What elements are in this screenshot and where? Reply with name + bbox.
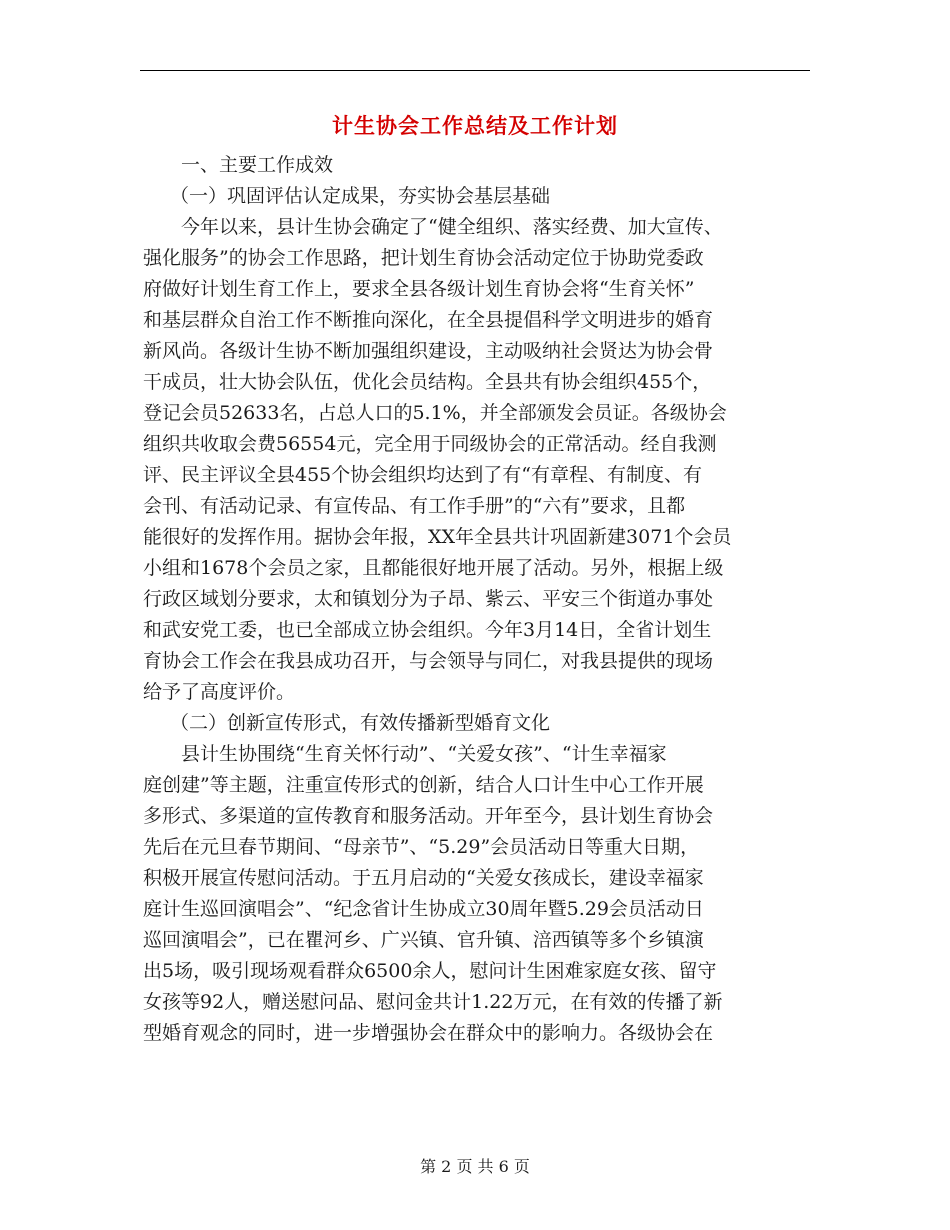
paragraph-line: 行政区域划分要求，太和镇划分为子昂、紫云、平安三个街道办事处 [143,588,714,610]
document-body [143,150,807,1049]
paragraph-line: 庭计生巡回演唱会”、“纪念省计生协成立30周年暨5.29会员活动日 [143,898,704,920]
paragraph-line: 评、民主评议全县455个协会组织均达到了有“有章程、有制度、有 [143,464,702,486]
paragraph-line: 多形式、多渠道的宣传教育和服务活动。开年至今，县计划生育协会 [143,805,714,827]
paragraph-line: 积极开展宣传慰问活动。于五月启动的“关爱女孩成长，建设幸福家 [143,867,704,889]
section-heading: 一、主要工作成效 [181,154,334,176]
paragraph-line: 强化服务”的协会工作思路，把计划生育协会活动定位于协助党委政 [143,247,704,269]
subsection-heading: （二）创新宣传形式，有效传播新型婚育文化 [170,712,551,734]
page-number: 第 2 页 共 6 页 [420,1157,530,1176]
paragraph-line: 和武安党工委，也已全部成立协会组织。今年3月14日，全省计划生 [143,619,712,641]
paragraph-line: 府做好计划生育工作上，要求全县各级计划生育协会将“生育关怀” [143,278,695,300]
paragraph-line: 会刊、有活动记录、有宣传品、有工作手册”的“六有”要求，且都 [143,495,686,517]
paragraph-line: 新风尚。各级计生协不断加强组织建设，主动吸纳社会贤达为协会骨 [143,340,714,362]
paragraph-line: 先后在元旦春节期间、“母亲节”、“5.29”会员活动日等重大日期， [143,836,700,858]
paragraph-line: 和基层群众自治工作不断推向深化，在全县提倡科学文明进步的婚育 [143,309,714,331]
document-title: 计生协会工作总结及工作计划 [332,113,618,138]
paragraph-line: 育协会工作会在我县成功召开，与会领导与同仁，对我县提供的现场 [143,650,714,672]
paragraph-line: 型婚育观念的同时，进一步增强协会在群众中的影响力。各级协会在 [143,1022,714,1044]
paragraph-line: 能很好的发挥作用。据协会年报，XX年全县共计巩固新建3071个会员 [143,526,732,548]
paragraph-line: 庭创建”等主题，注重宣传形式的创新，结合人口计生中心工作开展 [143,774,704,796]
paragraph-line: 女孩等92人，赠送慰问品、慰问金共计1.22万元，在有效的传播了新 [143,991,723,1013]
paragraph-line: 给予了高度评价。 [143,681,296,703]
paragraph-line: 小组和1678个会员之家，且都能很好地开展了活动。另外，根据上级 [143,557,724,579]
paragraph-line: 干成员，壮大协会队伍，优化会员结构。全县共有协会组织455个， [143,371,712,393]
paragraph-line: 登记会员52633名，占总人口的5.1%，并全部颁发会员证。各级协会 [143,402,727,424]
subsection-heading: （一）巩固评估认定成果，夯实协会基层基础 [170,185,551,207]
paragraph-line: 县计生协围绕“生育关怀行动”、“关爱女孩”、“计生幸福家 [181,743,667,765]
paragraph-line: 巡回演唱会”，已在瞿河乡、广兴镇、官升镇、涪西镇等多个乡镇演 [143,929,704,951]
header-rule [140,70,810,71]
paragraph-line: 今年以来，县计生协会确定了“健全组织、落实经费、加大宣传、 [181,216,723,238]
paragraph-line: 组织共收取会费56554元，完全用于同级协会的正常活动。经自我测 [143,433,717,455]
paragraph-line: 出5场，吸引现场观看群众6500余人，慰问计生困难家庭女孩、留守 [143,960,717,982]
